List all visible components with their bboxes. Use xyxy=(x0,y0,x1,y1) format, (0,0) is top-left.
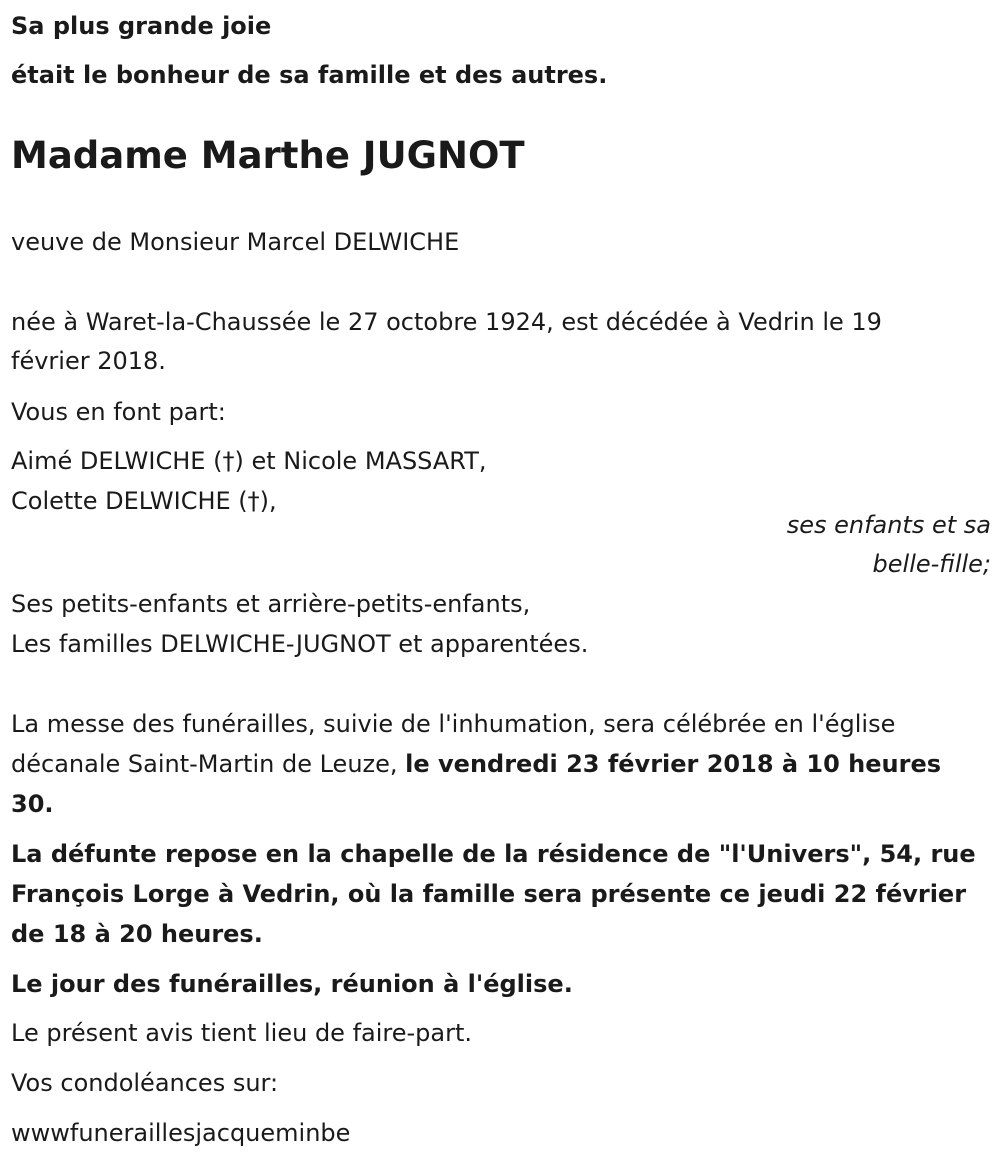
website-link[interactable]: wwwfuneraillesjacqueminbe xyxy=(11,1119,351,1147)
widow-of: veuve de Monsieur Marcel DELWICHE xyxy=(11,228,460,256)
cross-icon: † xyxy=(222,447,235,475)
birth-death-line-1: née à Waret-la-Chaussée le 27 octobre 1924, est décédée à Vedrin le 19 xyxy=(11,308,882,336)
family-1-name: Aimé DELWICHE ( xyxy=(11,447,223,475)
cross-icon: † xyxy=(247,487,260,515)
grandchildren: Ses petits-enfants et arrière-petits-enfants, xyxy=(11,590,531,618)
family-2-end: ), xyxy=(259,487,277,515)
repose-line-2: François Lorge à Vedrin, où la famille sera présente ce jeudi 22 février xyxy=(11,880,967,908)
service-line-2 xyxy=(11,744,941,784)
condolences-label: Vos condoléances sur: xyxy=(11,1069,279,1097)
meeting-note: Le jour des funérailles, réunion à l'église. xyxy=(11,970,573,998)
repose-line-3: de 18 à 20 heures. xyxy=(11,920,263,948)
service-line-3: 30. xyxy=(11,790,54,818)
repose-line-1: La défunte repose en la chapelle de la résidence de "l'Univers", 54, rue xyxy=(11,840,976,868)
service-date: le vendredi 23 février 2018 à 10 heures xyxy=(405,750,942,778)
family-line-2 xyxy=(11,481,277,521)
families: Les familles DELWICHE-JUGNOT et apparentées. xyxy=(11,630,589,658)
family-line-1 xyxy=(11,441,487,481)
announcement-intro: Vous en font part: xyxy=(11,398,226,426)
intro-line-1: Sa plus grande joie xyxy=(11,12,272,40)
notice-note: Le présent avis tient lieu de faire-part. xyxy=(11,1019,473,1047)
deceased-name: Madame Marthe JUGNOT xyxy=(11,134,525,177)
family-1-partner: ) et Nicole MASSART, xyxy=(234,447,487,475)
family-2-name: Colette DELWICHE ( xyxy=(11,487,248,515)
birth-death-line-2: février 2018. xyxy=(11,347,166,375)
role-line-2: belle-fille; xyxy=(872,550,991,578)
service-line-1: La messe des funérailles, suivie de l'inhumation, sera célébrée en l'église xyxy=(11,710,896,738)
role-line-1: ses enfants et sa xyxy=(786,511,991,539)
service-place: décanale Saint-Martin de Leuze, xyxy=(11,750,406,778)
intro-line-2: était le bonheur de sa famille et des autres. xyxy=(11,61,608,89)
